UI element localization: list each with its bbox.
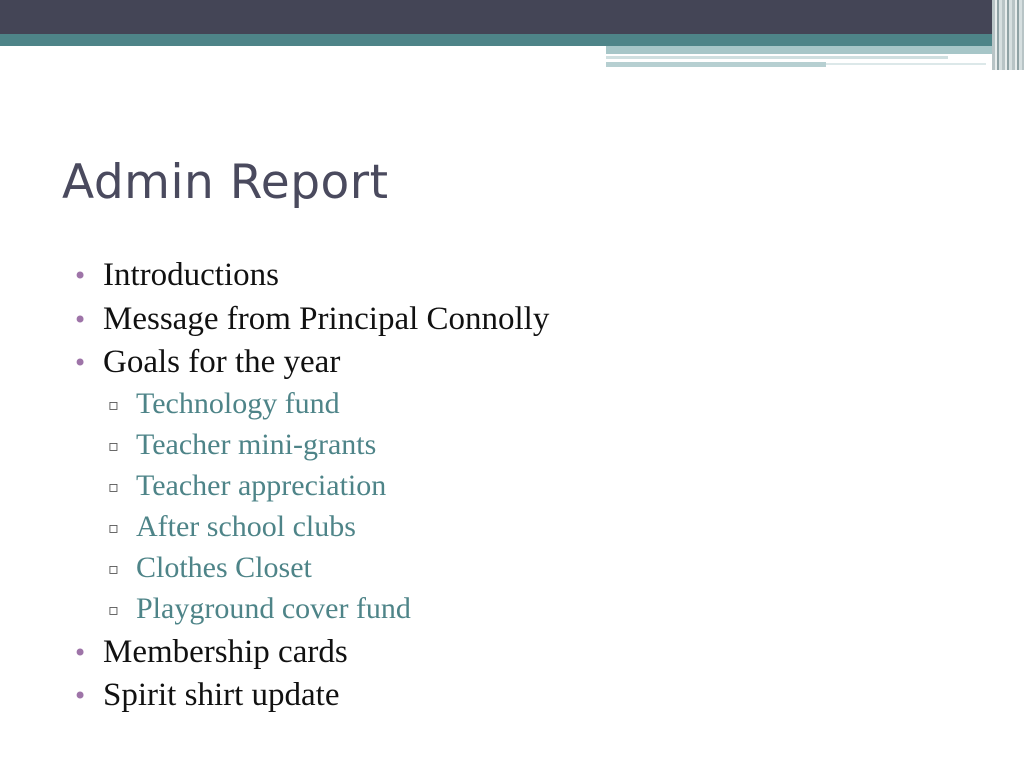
sub-bullet-item <box>0 590 1024 631</box>
header-band-teal <box>0 34 1024 46</box>
bullet-text: Membership cards <box>103 633 348 670</box>
sub-bullet-text: Playground cover fund <box>136 591 411 625</box>
bullet-text: Goals for the year <box>103 344 341 380</box>
sub-bullet-item <box>0 385 1024 426</box>
sub-bullet-text: Clothes Closet <box>136 550 312 584</box>
bullet-dot-icon: • <box>73 349 88 377</box>
square-bullet-icon: ▫ <box>108 599 119 619</box>
sub-bullet-item <box>0 549 1024 590</box>
bullet-text: Spirit shirt update <box>103 677 340 713</box>
bullet-item <box>0 631 1024 675</box>
sub-bullet-text: Teacher appreciation <box>136 468 387 502</box>
bullet-text: Message from Principal Connolly <box>103 300 550 337</box>
bullet-item <box>0 298 1024 342</box>
square-bullet-icon: ▫ <box>108 558 119 578</box>
header-line-accent <box>826 63 986 65</box>
square-bullet-icon: ▫ <box>108 394 119 414</box>
bullet-item <box>0 341 1024 385</box>
bullet-dot-icon: • <box>73 262 88 290</box>
header-band-accent <box>606 46 1024 54</box>
header-line-accent <box>606 62 826 67</box>
square-bullet-icon: ▫ <box>108 476 119 496</box>
bullet-dot-icon: • <box>73 305 88 334</box>
sub-bullet-item <box>0 426 1024 467</box>
sub-bullet-text: After school clubs <box>136 509 356 543</box>
header-line-accent <box>606 56 948 59</box>
square-bullet-icon: ▫ <box>108 435 119 455</box>
bullet-text: Introductions <box>103 257 279 293</box>
bullet-list <box>0 254 1024 718</box>
slide-title: Admin Report <box>62 155 389 210</box>
bullet-item <box>0 254 1024 298</box>
header-band-dark <box>0 0 1024 34</box>
sub-bullet-text: Teacher mini-grants <box>136 427 377 461</box>
sub-bullet-item <box>0 467 1024 508</box>
bullet-dot-icon: • <box>73 638 88 667</box>
sub-bullet-item <box>0 508 1024 549</box>
header-edge-stripes <box>992 0 1024 70</box>
bullet-dot-icon: • <box>73 682 88 710</box>
square-bullet-icon: ▫ <box>108 517 119 537</box>
sub-bullet-text: Technology fund <box>136 386 340 420</box>
bullet-item <box>0 674 1024 718</box>
